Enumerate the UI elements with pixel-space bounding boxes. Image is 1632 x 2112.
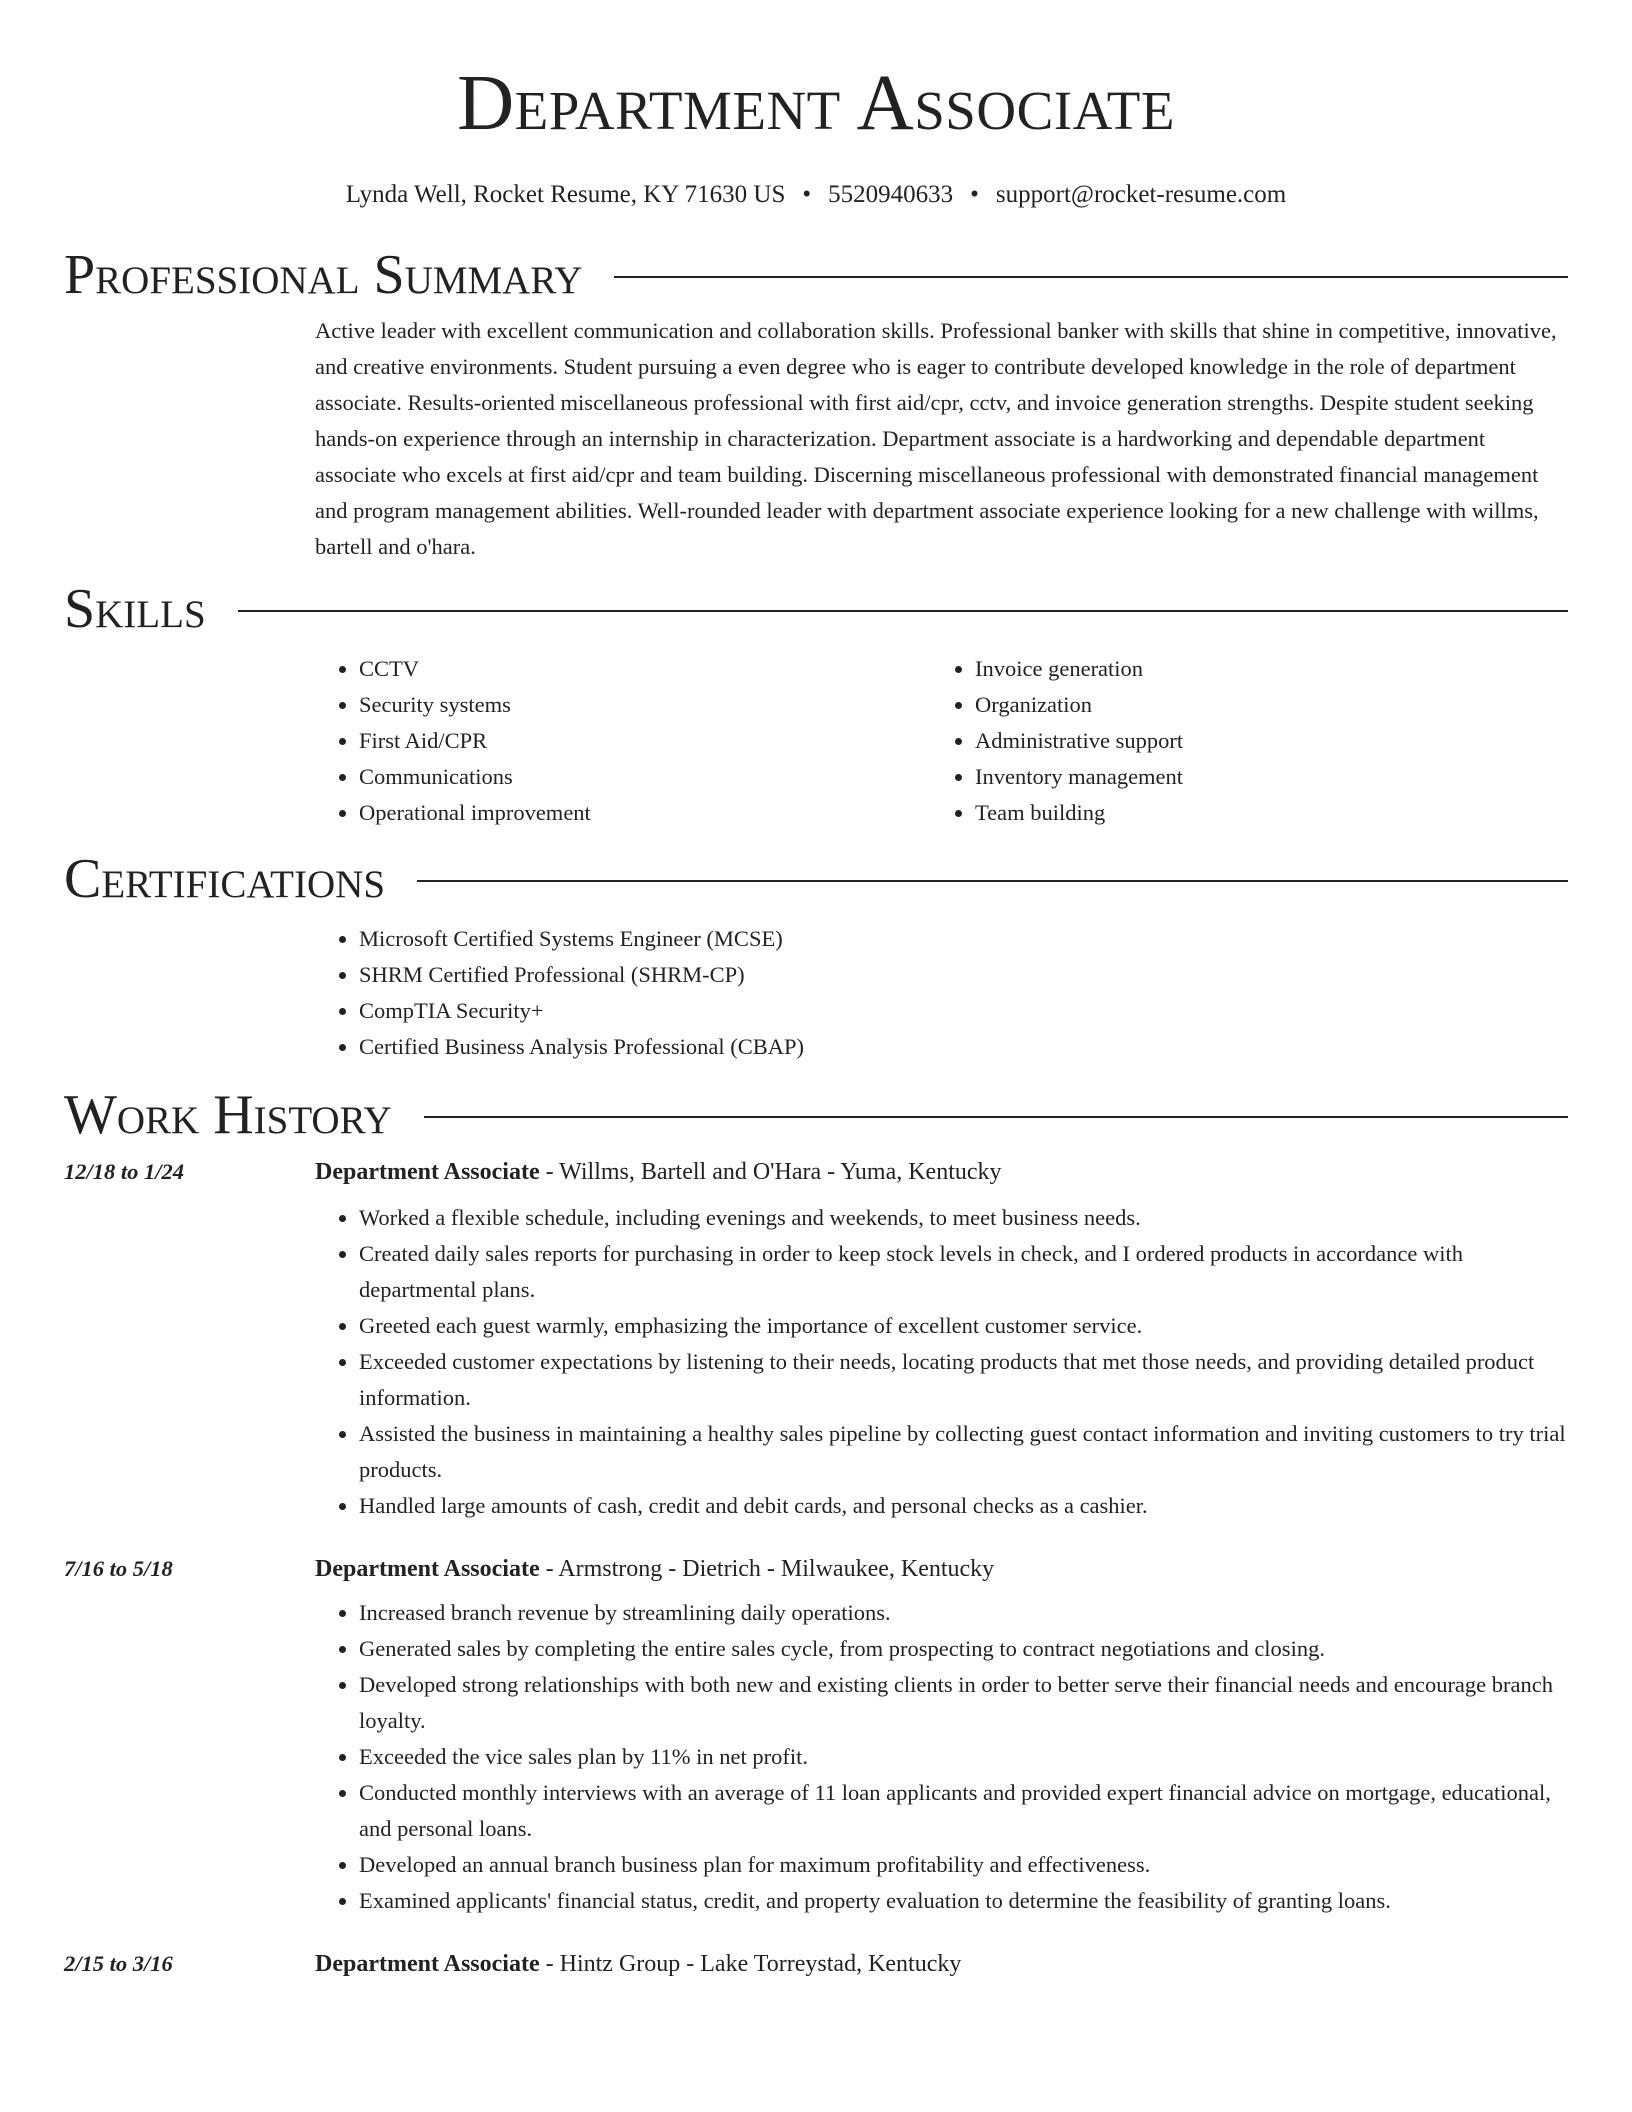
skill-item: • Organization <box>975 687 1547 723</box>
job-title-line <box>315 1159 1002 1186</box>
section-title: Work History <box>64 1084 392 1146</box>
separator-dot: • <box>970 181 979 208</box>
contact-line <box>64 181 1568 209</box>
skill-item: • Administrative support <box>975 723 1547 759</box>
skill-item: • Team building <box>975 795 1547 831</box>
job-header <box>64 1159 1568 1186</box>
section-title: Professional Summary <box>64 244 583 306</box>
job-employer: - Armstrong - Dietrich - Milwaukee, Kentucky <box>539 1556 995 1582</box>
job-entry <box>64 1951 1568 1978</box>
job-header <box>64 1556 1568 1583</box>
work-history-section <box>64 1085 1568 1978</box>
job-role: Department Associate <box>315 1159 540 1185</box>
contact-email: support@rocket-resume.com <box>995 181 1287 208</box>
skill-item: • Operational improvement <box>359 795 931 831</box>
job-title-line <box>315 1951 961 1978</box>
skill-item: • Inventory management <box>975 759 1547 795</box>
certification-item: • CompTIA Security+ <box>359 993 1568 1029</box>
section-header <box>64 245 1568 305</box>
section-divider <box>614 276 1568 278</box>
job-bullet: • Increased branch revenue by streamlining daily operations. <box>359 1595 1568 1631</box>
skill-item: • Security systems <box>359 687 931 723</box>
job-entry <box>64 1556 1568 1919</box>
job-bullet: • Assisted the business in maintaining a healthy sales pipeline by collecting guest contact information and inviting customers to try trial products. <box>359 1416 1568 1488</box>
skills-grid <box>315 651 1568 831</box>
job-bullet: • Created daily sales reports for purchasing in order to keep stock levels in check, and I ordered products in accordance with departmental plans. <box>359 1236 1568 1308</box>
summary-text: Active leader with excellent communication and collaboration skills. Professional banker with skills that shine in competitive, innovative, and creative environments. Student pursuing a even degree who is eager to contribute developed knowledge in the role of department associate. Results-oriented miscellaneous professional with first aid/cpr, cctv, and invoice generation strengths. Despite student seeking hands-on experience through an internship in characterization. Department associate is a hardworking and dependable department associate who excels at first aid/cpr and team building. Discerning miscellaneous professional with demonstrated financial management and program management abilities. Well-rounded leader with department associate experience looking for a new challenge with willms, bartell and o'hara. <box>315 318 1557 559</box>
job-bullet: • Greeted each guest warmly, emphasizing the importance of excellent customer service. <box>359 1308 1568 1344</box>
job-bullet: • Handled large amounts of cash, credit and debit cards, and personal checks as a cashier. <box>359 1488 1568 1524</box>
job-employer: - Willms, Bartell and O'Hara - Yuma, Kentucky <box>539 1159 1002 1185</box>
job-dates: 2/15 to 3/16 <box>64 1951 173 1976</box>
job-role: Department Associate <box>315 1556 540 1582</box>
job-bullets <box>315 1200 1568 1524</box>
job-role: Department Associate <box>315 1951 540 1977</box>
job-dates: 7/16 to 5/18 <box>64 1556 173 1581</box>
job-bullet: • Exceeded customer expectations by listening to their needs, locating products that met those needs, and providing detailed product information. <box>359 1344 1568 1416</box>
section-divider <box>238 610 1568 612</box>
job-bullet: • Examined applicants' financial status, credit, and property evaluation to determine the feasibility of granting loans. <box>359 1883 1568 1919</box>
section-title: Skills <box>64 578 206 640</box>
job-bullet: • Developed an annual branch business plan for maximum profitability and effectiveness. <box>359 1847 1568 1883</box>
certifications-section <box>64 849 1568 1065</box>
skills-column-left <box>315 651 931 831</box>
job-entry <box>64 1159 1568 1524</box>
job-bullet: • Conducted monthly interviews with an average of 11 loan applicants and provided expert financial advice on mortgage, educational, and personal loans. <box>359 1775 1568 1847</box>
contact-address: Lynda Well, Rocket Resume, KY 71630 US <box>345 181 786 208</box>
section-header <box>64 579 1568 639</box>
job-employer: - Hintz Group - Lake Torreystad, Kentucky <box>539 1951 962 1977</box>
job-bullet: • Developed strong relationships with both new and existing clients in order to better serve their financial needs and encourage branch loyalty. <box>359 1667 1568 1739</box>
section-divider <box>424 1116 1568 1118</box>
job-title-line <box>315 1556 994 1583</box>
skill-item: • First Aid/CPR <box>359 723 931 759</box>
job-dates: 12/18 to 1/24 <box>64 1159 185 1184</box>
job-bullet: • Worked a flexible schedule, including evenings and weekends, to meet business needs. <box>359 1200 1568 1236</box>
skill-item: • Invoice generation <box>975 651 1547 687</box>
section-divider <box>417 880 1568 882</box>
resume-page <box>64 0 1568 1978</box>
job-header <box>64 1951 1568 1978</box>
section-header <box>64 1085 1568 1145</box>
skills-section <box>64 579 1568 831</box>
job-bullet: • Generated sales by completing the entire sales cycle, from prospecting to contract negotiations and closing. <box>359 1631 1568 1667</box>
contact-phone: 5520940633 <box>828 181 954 208</box>
certification-item: • SHRM Certified Professional (SHRM-CP) <box>359 957 1568 993</box>
job-bullets <box>315 1595 1568 1919</box>
skills-column-right <box>931 651 1547 831</box>
certifications-list <box>315 921 1568 1065</box>
section-title: Certifications <box>64 848 386 910</box>
section-header <box>64 849 1568 909</box>
skill-item: • CCTV <box>359 651 931 687</box>
summary-section <box>64 245 1568 565</box>
certification-item: • Microsoft Certified Systems Engineer (MCSE) <box>359 921 1568 957</box>
page-title: Department Associate <box>457 60 1175 147</box>
separator-dot: • <box>802 181 812 208</box>
skill-item: • Communications <box>359 759 931 795</box>
certification-item: • Certified Business Analysis Professional (CBAP) <box>359 1029 1568 1065</box>
job-bullet: • Exceeded the vice sales plan by 11% in net profit. <box>359 1739 1568 1775</box>
